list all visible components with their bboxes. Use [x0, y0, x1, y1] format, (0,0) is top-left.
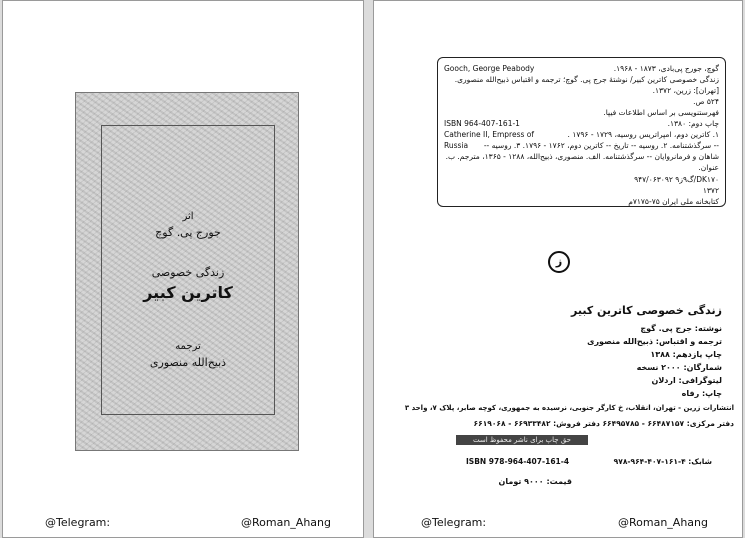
cover-title: کاترین کبیر [143, 283, 233, 302]
footer-telegram-label: @Telegram: [45, 516, 111, 529]
catalog-line: ۱. کاترین دوم، امپراتریس روسیه، ۱۷۲۹ - ۱۷۹۶ . [567, 130, 719, 139]
catalog-latin-name: Gooch, George Peabody [444, 64, 535, 73]
left-page [2, 0, 364, 538]
catalog-line: فهرستنویسی بر اساس اطلاعات فیپا. [603, 108, 719, 117]
catalog-line: -- سرگذشتنامه. ۲. روسیه -- تاریخ -- کاترین دوم، ۱۷۶۲ - ۱۷۹۶. ۳. روسیه -- [483, 141, 719, 150]
publisher-phones: دفتر مرکزی: ۶۶۴۸۷۱۵۷ - ۶۶۴۹۵۷۸۵ دفتر فروش: ۶۶۹۳۳۴۸۲ - ۶۶۱۹۰۶۸ [473, 419, 734, 428]
cover-subtitle: زندگی خصوصی [151, 266, 225, 279]
catalog-line: عنوان. [698, 163, 719, 172]
book-cover [75, 92, 299, 451]
catalog-line: شاهان و فرمانروایان -- سرگذشتنامه. الف. منصوری، ذبیح‌الله، ۱۲۸۸ - ۱۳۶۵، مترجم. ب. [445, 152, 719, 161]
catalog-line: DK۱۷۰/گ۹ز۹ ۹۴۷/۰۶۳۰۹۲ [634, 175, 719, 184]
isbn-line: ISBN 978-964-407-161-4 [466, 457, 570, 466]
publisher-address: انتشارات زرین - تهران، انقلاب، خ کارگر جنوبی، نرسیده به جمهوری، کوچه صابر، پلاک ۷، واحد ۳ [404, 404, 734, 412]
footer-telegram-label: @Telegram: [421, 516, 487, 529]
catalog-line: [تهران]: زرین، ۱۳۷۲. [652, 86, 719, 95]
cover-frame [101, 125, 275, 415]
catalog-line: کتابخانه ملی ایران ۷۵-۷۱۷۵م [628, 197, 719, 206]
catalog-line: گوچ، جورج پی‌بادی، ۱۸۷۳ - ۱۹۶۸. [613, 64, 719, 73]
rights-banner: حق چاپ برای ناشر محفوظ است [456, 435, 588, 445]
publisher-logo-icon: ز [548, 251, 570, 273]
info-line: نوشته: جرج پی. گوچ [640, 324, 722, 333]
catalog-line: ۱۳۷۲ [702, 186, 719, 195]
translation-label: ترجمه [175, 341, 201, 352]
catalog-line: چاپ دوم: ۱۳۸۰. [667, 119, 719, 128]
catalog-line: زندگی خصوصی کاترین کبیر/ نوشتهٔ جرج پی. گوچ؛ ترجمه و اقتباس ذبیح‌الله منصوری. [454, 75, 719, 84]
info-line: ترجمه و اقتباس: ذبیح‌الله منصوری [587, 337, 722, 346]
shabak-line: شابک: ۴-۱۶۱-۴۰۷-۹۶۴-۹۷۸ [613, 457, 712, 466]
right-page [373, 0, 743, 538]
info-line: چاپ یازدهم: ۱۳۸۸ [650, 350, 722, 359]
catalog-line: ۵۲۴ ص. [693, 97, 719, 106]
catalog-latin-subject: Russia [444, 141, 469, 150]
translator-name: ذبیح‌الله منصوری [149, 356, 227, 369]
catalog-isbn: ISBN 964-407-161-1 [444, 119, 520, 128]
catalog-latin-subject: Catherine II, Empress of [444, 130, 535, 139]
author-name: جورج پی. گوچ [155, 226, 221, 239]
info-line: شمارگان: ۲۰۰۰ نسخه [636, 363, 722, 372]
info-line: چاپ: رفاه [681, 389, 722, 398]
footer-channel-name: @Roman_Ahang [618, 516, 708, 529]
info-line: لیتوگرافی: اردلان [651, 376, 722, 385]
author-prefix: اثر [182, 211, 194, 222]
price-line: قیمت: ۹۰۰۰ تومان [498, 477, 572, 486]
book-title: زندگی خصوصی کاترین کبیر [570, 304, 722, 317]
catalog-record-box [437, 57, 726, 207]
footer-channel-name: @Roman_Ahang [241, 516, 331, 529]
